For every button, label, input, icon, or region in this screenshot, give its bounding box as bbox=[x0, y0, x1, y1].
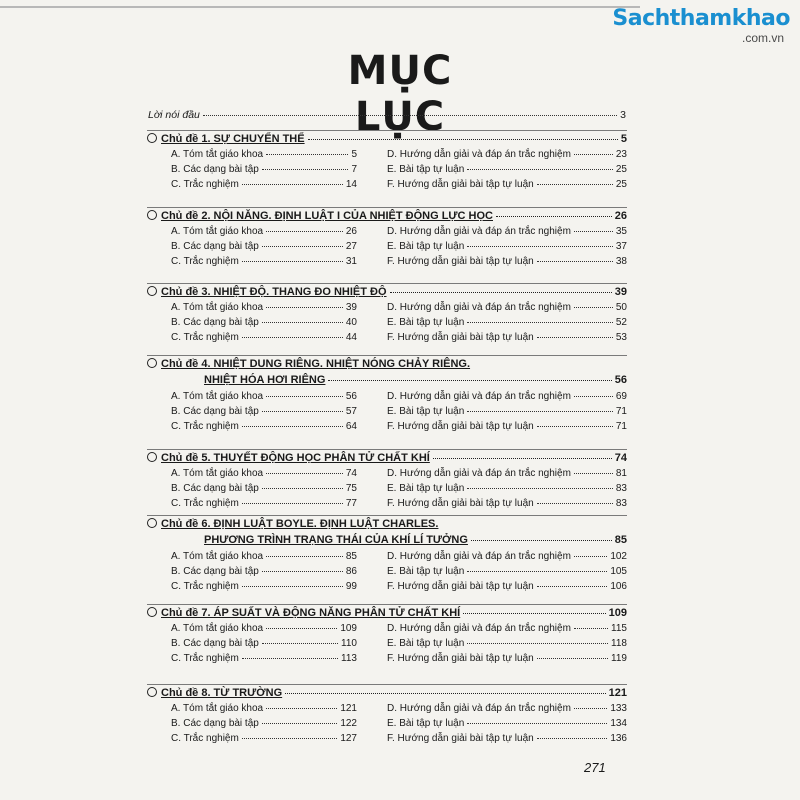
circle-bullet-icon bbox=[147, 286, 157, 296]
entry-page: 74 bbox=[345, 468, 357, 479]
chapter-heading[interactable] bbox=[147, 515, 627, 534]
entry-page: 35 bbox=[615, 226, 627, 237]
toc-entry[interactable] bbox=[147, 256, 357, 267]
chapter-page: 26 bbox=[614, 210, 627, 222]
toc-entry[interactable] bbox=[357, 551, 627, 562]
dot-leader bbox=[262, 488, 343, 489]
dot-leader bbox=[537, 586, 608, 587]
chapter-8 bbox=[147, 684, 627, 748]
toc-row bbox=[147, 241, 627, 256]
chapter-title: Chủ đề 1. SỰ CHUYỂN THỂ bbox=[161, 133, 305, 145]
entry-label: D. Hướng dẫn giải và đáp án trắc nghiệm bbox=[387, 623, 571, 634]
entry-label: C. Trắc nghiệm bbox=[171, 332, 239, 343]
entry-page: 25 bbox=[615, 164, 627, 175]
dot-leader bbox=[537, 658, 608, 659]
dot-leader bbox=[574, 396, 613, 397]
entry-page: 102 bbox=[610, 551, 627, 562]
chapter-heading[interactable] bbox=[147, 283, 627, 302]
chapter-items bbox=[147, 391, 627, 436]
dot-leader bbox=[537, 261, 613, 262]
entry-label: D. Hướng dẫn giải và đáp án trắc nghiệm bbox=[387, 391, 571, 402]
toc-row bbox=[147, 581, 627, 596]
toc-entry[interactable] bbox=[357, 718, 627, 729]
toc-row bbox=[147, 623, 627, 638]
chapter-items bbox=[147, 703, 627, 748]
chapter-divider bbox=[147, 684, 627, 685]
toc-row bbox=[147, 638, 627, 653]
dot-leader bbox=[467, 488, 613, 489]
toc-entry[interactable] bbox=[357, 468, 627, 479]
entry-page: 39 bbox=[345, 302, 357, 313]
entry-page: 81 bbox=[615, 468, 627, 479]
dot-leader bbox=[467, 322, 613, 323]
dot-leader bbox=[203, 115, 617, 116]
dot-leader bbox=[266, 231, 343, 232]
entry-label: E. Bài tập tự luận bbox=[387, 638, 465, 649]
toc-entry[interactable] bbox=[147, 332, 357, 343]
toc-row bbox=[147, 406, 627, 421]
chapter-heading-line2[interactable] bbox=[147, 534, 627, 551]
dot-leader bbox=[242, 337, 343, 338]
chapter-items bbox=[147, 149, 627, 194]
toc-entry[interactable] bbox=[147, 623, 357, 634]
toc-entry[interactable] bbox=[147, 468, 357, 479]
dot-leader bbox=[266, 307, 343, 308]
toc-entry[interactable] bbox=[147, 164, 357, 175]
entry-page: 64 bbox=[345, 421, 357, 432]
entry-page: 133 bbox=[610, 703, 627, 714]
toc-entry[interactable] bbox=[357, 149, 627, 160]
entry-page: 31 bbox=[345, 256, 357, 267]
entry-page: 25 bbox=[615, 179, 627, 190]
chapter-title-line2: PHƯƠNG TRÌNH TRẠNG THÁI CỦA KHÍ LÍ TƯỞNG bbox=[204, 534, 468, 546]
chapter-items bbox=[147, 302, 627, 347]
toc-entry[interactable] bbox=[147, 653, 357, 664]
chapter-title: Chủ đề 8. TỪ TRƯỜNG bbox=[161, 687, 283, 699]
entry-label: C. Trắc nghiệm bbox=[171, 179, 239, 190]
entry-label: A. Tóm tắt giáo khoa bbox=[171, 149, 264, 160]
entry-page: 50 bbox=[615, 302, 627, 313]
entry-page: 99 bbox=[345, 581, 357, 592]
entry-label: E. Bài tập tự luận bbox=[387, 483, 465, 494]
dot-leader bbox=[266, 473, 343, 474]
entry-label: C. Trắc nghiệm bbox=[171, 421, 239, 432]
chapter-heading[interactable] bbox=[147, 207, 627, 226]
toc-entry[interactable] bbox=[357, 421, 627, 432]
chapter-page: 56 bbox=[614, 374, 627, 386]
toc-entry[interactable] bbox=[147, 551, 357, 562]
toc-row bbox=[147, 226, 627, 241]
dot-leader bbox=[574, 231, 613, 232]
entry-page: 127 bbox=[340, 733, 357, 744]
chapter-page: 5 bbox=[620, 133, 627, 145]
toc-entry[interactable] bbox=[357, 241, 627, 252]
intro-entry bbox=[148, 109, 626, 121]
top-rule bbox=[0, 6, 640, 8]
dot-leader bbox=[242, 586, 343, 587]
entry-page: 52 bbox=[615, 317, 627, 328]
dot-leader bbox=[467, 411, 613, 412]
chapter-divider bbox=[147, 355, 627, 356]
toc-entry[interactable] bbox=[357, 483, 627, 494]
toc-row bbox=[147, 302, 627, 317]
chapter-heading[interactable] bbox=[147, 449, 627, 468]
chapter-4 bbox=[147, 355, 627, 436]
toc-entry[interactable] bbox=[357, 581, 627, 592]
chapter-page: 39 bbox=[614, 286, 627, 298]
dot-leader bbox=[537, 503, 613, 504]
dot-leader bbox=[496, 216, 612, 217]
toc-entry[interactable] bbox=[357, 317, 627, 328]
toc-entry[interactable] bbox=[147, 406, 357, 417]
chapter-title: Chủ đề 6. ĐỊNH LUẬT BOYLE. ĐỊNH LUẬT CHARLES. bbox=[161, 518, 439, 530]
entry-page: 75 bbox=[345, 483, 357, 494]
entry-label: B. Các dạng bài tập bbox=[171, 638, 259, 649]
entry-label: A. Tóm tắt giáo khoa bbox=[171, 623, 264, 634]
dot-leader bbox=[262, 411, 343, 412]
entry-page: 56 bbox=[345, 391, 357, 402]
entry-label: D. Hướng dẫn giải và đáp án trắc nghiệm bbox=[387, 226, 571, 237]
page-title: MỤC LỤC bbox=[347, 48, 453, 140]
entry-page: 57 bbox=[345, 406, 357, 417]
entry-label: C. Trắc nghiệm bbox=[171, 256, 239, 267]
toc-entry[interactable] bbox=[357, 623, 627, 634]
toc-row bbox=[147, 733, 627, 748]
entry-label: C. Trắc nghiệm bbox=[171, 498, 239, 509]
dot-leader bbox=[537, 738, 608, 739]
entry-page: 77 bbox=[345, 498, 357, 509]
toc-row bbox=[147, 164, 627, 179]
toc-entry[interactable] bbox=[357, 302, 627, 313]
dot-leader bbox=[266, 708, 337, 709]
entry-label: F. Hướng dẫn giải bài tập tự luận bbox=[387, 653, 534, 664]
dot-leader bbox=[262, 322, 343, 323]
entry-page: 5 bbox=[351, 149, 357, 160]
toc-row bbox=[147, 703, 627, 718]
toc-entry[interactable] bbox=[357, 638, 627, 649]
dot-leader bbox=[574, 307, 613, 308]
toc-entry[interactable] bbox=[357, 406, 627, 417]
toc-entry[interactable] bbox=[357, 498, 627, 509]
dot-leader bbox=[266, 396, 343, 397]
chapter-6 bbox=[147, 515, 627, 596]
dot-leader bbox=[328, 380, 611, 381]
dot-leader bbox=[242, 503, 343, 504]
entry-label: A. Tóm tắt giáo khoa bbox=[171, 551, 264, 562]
chapter-divider bbox=[147, 449, 627, 450]
entry-page: 85 bbox=[345, 551, 357, 562]
entry-label: E. Bài tập tự luận bbox=[387, 317, 465, 328]
toc-entry[interactable] bbox=[147, 302, 357, 313]
toc-row bbox=[147, 653, 627, 668]
entry-label: D. Hướng dẫn giải và đáp án trắc nghiệm bbox=[387, 468, 571, 479]
entry-label: F. Hướng dẫn giải bài tập tự luận bbox=[387, 179, 534, 190]
entry-page: 134 bbox=[610, 718, 627, 729]
chapter-3 bbox=[147, 283, 627, 347]
entry-page: 110 bbox=[341, 638, 357, 649]
entry-page: 40 bbox=[345, 317, 357, 328]
entry-page: 106 bbox=[610, 581, 627, 592]
chapter-divider bbox=[147, 604, 627, 605]
toc-entry[interactable] bbox=[147, 498, 357, 509]
toc-entry[interactable] bbox=[147, 241, 357, 252]
toc-entry[interactable] bbox=[147, 421, 357, 432]
toc-row bbox=[147, 256, 627, 271]
toc-row bbox=[147, 468, 627, 483]
entry-label: E. Bài tập tự luận bbox=[387, 566, 465, 577]
dot-leader bbox=[537, 337, 613, 338]
toc-entry[interactable] bbox=[147, 566, 357, 577]
entry-page: 23 bbox=[615, 149, 627, 160]
circle-bullet-icon bbox=[147, 358, 157, 368]
toc-entry[interactable] bbox=[357, 226, 627, 237]
dot-leader bbox=[262, 723, 337, 724]
entry-label: D. Hướng dẫn giải và đáp án trắc nghiệm bbox=[387, 302, 571, 313]
entry-page: 71 bbox=[615, 406, 627, 417]
chapter-heading[interactable] bbox=[147, 684, 627, 703]
chapter-divider bbox=[147, 515, 627, 516]
toc-entry[interactable] bbox=[357, 653, 627, 664]
entry-page: 44 bbox=[345, 332, 357, 343]
entry-page: 69 bbox=[615, 391, 627, 402]
toc-entry[interactable] bbox=[147, 483, 357, 494]
page-number: 271 bbox=[584, 760, 606, 775]
entry-page: 83 bbox=[615, 498, 627, 509]
toc-row bbox=[147, 179, 627, 194]
entry-page: 83 bbox=[615, 483, 627, 494]
chapter-items bbox=[147, 226, 627, 271]
chapter-items bbox=[147, 468, 627, 513]
chapter-heading[interactable] bbox=[147, 355, 627, 374]
dot-leader bbox=[262, 643, 338, 644]
entry-label: D. Hướng dẫn giải và đáp án trắc nghiệm bbox=[387, 703, 571, 714]
chapter-items bbox=[147, 623, 627, 668]
watermark-brand: Sachthamkhao bbox=[612, 6, 790, 31]
toc-row bbox=[147, 718, 627, 733]
intro-label: Lời nói đầu bbox=[148, 109, 200, 121]
dot-leader bbox=[262, 246, 343, 247]
circle-bullet-icon bbox=[147, 133, 157, 143]
dot-leader bbox=[467, 571, 607, 572]
dot-leader bbox=[574, 628, 608, 629]
circle-bullet-icon bbox=[147, 518, 157, 528]
entry-label: B. Các dạng bài tập bbox=[171, 241, 259, 252]
chapter-divider bbox=[147, 130, 627, 131]
chapter-7 bbox=[147, 604, 627, 668]
entry-label: E. Bài tập tự luận bbox=[387, 164, 465, 175]
chapter-2 bbox=[147, 207, 627, 271]
toc-entry[interactable] bbox=[357, 391, 627, 402]
toc-entry[interactable] bbox=[357, 256, 627, 267]
chapter-page: 74 bbox=[614, 452, 627, 464]
toc-entry[interactable] bbox=[147, 718, 357, 729]
chapter-heading[interactable] bbox=[147, 130, 627, 149]
watermark-domain: .com.vn bbox=[741, 31, 784, 45]
chapter-page: 109 bbox=[608, 607, 627, 619]
dot-leader bbox=[242, 261, 343, 262]
entry-page: 121 bbox=[340, 703, 357, 714]
circle-bullet-icon bbox=[147, 210, 157, 220]
dot-leader bbox=[266, 154, 348, 155]
entry-page: 105 bbox=[610, 566, 627, 577]
entry-label: E. Bài tập tự luận bbox=[387, 718, 465, 729]
toc-entry[interactable] bbox=[357, 566, 627, 577]
chapter-title: Chủ đề 3. NHIỆT ĐỘ. THANG ĐO NHIỆT ĐỘ bbox=[161, 286, 387, 298]
toc-entry[interactable] bbox=[147, 703, 357, 714]
dot-leader bbox=[242, 184, 343, 185]
toc-row bbox=[147, 483, 627, 498]
intro-page: 3 bbox=[620, 109, 626, 121]
entry-page: 37 bbox=[615, 241, 627, 252]
chapter-page: 121 bbox=[608, 687, 627, 699]
dot-leader bbox=[574, 556, 607, 557]
entry-label: A. Tóm tắt giáo khoa bbox=[171, 468, 264, 479]
toc-entry[interactable] bbox=[357, 733, 627, 744]
toc-entry[interactable] bbox=[147, 581, 357, 592]
toc-row bbox=[147, 498, 627, 513]
dot-leader bbox=[574, 473, 613, 474]
entry-page: 27 bbox=[345, 241, 357, 252]
chapter-heading-line2[interactable] bbox=[147, 374, 627, 391]
chapter-page: 85 bbox=[614, 534, 627, 546]
chapter-divider bbox=[147, 207, 627, 208]
toc-row bbox=[147, 391, 627, 406]
entry-page: 26 bbox=[345, 226, 357, 237]
chapter-title: Chủ đề 5. THUYẾT ĐỘNG HỌC PHÂN TỬ CHẤT KHÍ bbox=[161, 452, 430, 464]
toc-entry[interactable] bbox=[147, 391, 357, 402]
entry-page: 136 bbox=[610, 733, 627, 744]
dot-leader bbox=[574, 154, 613, 155]
dot-leader bbox=[467, 169, 613, 170]
circle-bullet-icon bbox=[147, 452, 157, 462]
entry-label: F. Hướng dẫn giải bài tập tự luận bbox=[387, 332, 534, 343]
dot-leader bbox=[467, 246, 613, 247]
dot-leader bbox=[308, 139, 618, 140]
toc-entry[interactable] bbox=[357, 703, 627, 714]
chapter-title: Chủ đề 4. NHIỆT DUNG RIÊNG. NHIỆT NÓNG CHẢY RIÊNG. bbox=[161, 358, 471, 370]
toc-row bbox=[147, 566, 627, 581]
entry-label: D. Hướng dẫn giải và đáp án trắc nghiệm bbox=[387, 149, 571, 160]
dot-leader bbox=[242, 658, 338, 659]
entry-label: A. Tóm tắt giáo khoa bbox=[171, 302, 264, 313]
entry-page: 53 bbox=[615, 332, 627, 343]
entry-label: B. Các dạng bài tập bbox=[171, 317, 259, 328]
entry-page: 119 bbox=[611, 653, 627, 664]
dot-leader bbox=[467, 643, 608, 644]
entry-label: B. Các dạng bài tập bbox=[171, 483, 259, 494]
dot-leader bbox=[471, 540, 612, 541]
circle-bullet-icon bbox=[147, 687, 157, 697]
watermark bbox=[612, 8, 790, 44]
chapter-title: Chủ đề 2. NỘI NĂNG. ĐỊNH LUẬT I CỦA NHIỆT ĐỘNG LỰC HỌC bbox=[161, 210, 493, 222]
toc-entry[interactable] bbox=[357, 164, 627, 175]
entry-page: 38 bbox=[615, 256, 627, 267]
toc-entry[interactable] bbox=[147, 226, 357, 237]
dot-leader bbox=[537, 184, 613, 185]
dot-leader bbox=[262, 169, 349, 170]
toc-entry[interactable] bbox=[147, 317, 357, 328]
dot-leader bbox=[242, 738, 338, 739]
entry-label: F. Hướng dẫn giải bài tập tự luận bbox=[387, 256, 534, 267]
entry-page: 118 bbox=[611, 638, 627, 649]
entry-label: A. Tóm tắt giáo khoa bbox=[171, 703, 264, 714]
dot-leader bbox=[242, 426, 343, 427]
entry-label: E. Bài tập tự luận bbox=[387, 241, 465, 252]
toc-row bbox=[147, 551, 627, 566]
chapter-5 bbox=[147, 449, 627, 513]
entry-label: F. Hướng dẫn giải bài tập tự luận bbox=[387, 498, 534, 509]
entry-label: B. Các dạng bài tập bbox=[171, 406, 259, 417]
toc-entry[interactable] bbox=[147, 149, 357, 160]
chapter-heading[interactable] bbox=[147, 604, 627, 623]
chapter-title: Chủ đề 7. ÁP SUẤT VÀ ĐỘNG NĂNG PHÂN TỬ CHẤT KHÍ bbox=[161, 607, 461, 619]
dot-leader bbox=[262, 571, 343, 572]
dot-leader bbox=[390, 292, 612, 293]
chapter-title-line2: NHIỆT HÓA HƠI RIÊNG bbox=[204, 374, 326, 386]
dot-leader bbox=[285, 693, 606, 694]
entry-label: F. Hướng dẫn giải bài tập tự luận bbox=[387, 581, 534, 592]
entry-page: 113 bbox=[341, 653, 357, 664]
dot-leader bbox=[433, 458, 612, 459]
entry-label: D. Hướng dẫn giải và đáp án trắc nghiệm bbox=[387, 551, 571, 562]
entry-label: E. Bài tập tự luận bbox=[387, 406, 465, 417]
entry-label: B. Các dạng bài tập bbox=[171, 164, 259, 175]
chapter-divider bbox=[147, 283, 627, 284]
entry-label: A. Tóm tắt giáo khoa bbox=[171, 226, 264, 237]
toc-entry[interactable] bbox=[147, 638, 357, 649]
entry-page: 14 bbox=[345, 179, 357, 190]
circle-bullet-icon bbox=[147, 607, 157, 617]
entry-label: B. Các dạng bài tập bbox=[171, 718, 259, 729]
entry-page: 115 bbox=[611, 623, 627, 634]
chapter-items bbox=[147, 551, 627, 596]
entry-page: 122 bbox=[340, 718, 357, 729]
toc-row bbox=[147, 149, 627, 164]
toc-entry[interactable] bbox=[147, 179, 357, 190]
chapter-1 bbox=[147, 130, 627, 194]
entry-page: 7 bbox=[351, 164, 357, 175]
entry-label: A. Tóm tắt giáo khoa bbox=[171, 391, 264, 402]
entry-page: 109 bbox=[340, 623, 357, 634]
toc-row bbox=[147, 332, 627, 347]
toc-row bbox=[147, 421, 627, 436]
toc-entry[interactable] bbox=[357, 179, 627, 190]
entry-page: 71 bbox=[615, 421, 627, 432]
entry-label: C. Trắc nghiệm bbox=[171, 733, 239, 744]
entry-label: B. Các dạng bài tập bbox=[171, 566, 259, 577]
entry-label: F. Hướng dẫn giải bài tập tự luận bbox=[387, 421, 534, 432]
toc-entry[interactable] bbox=[147, 733, 357, 744]
toc-entry[interactable] bbox=[357, 332, 627, 343]
entry-page: 86 bbox=[345, 566, 357, 577]
entry-label: C. Trắc nghiệm bbox=[171, 581, 239, 592]
toc-row bbox=[147, 317, 627, 332]
dot-leader bbox=[467, 723, 607, 724]
dot-leader bbox=[266, 628, 337, 629]
dot-leader bbox=[463, 613, 605, 614]
dot-leader bbox=[574, 708, 607, 709]
entry-label: C. Trắc nghiệm bbox=[171, 653, 239, 664]
dot-leader bbox=[266, 556, 343, 557]
entry-label: F. Hướng dẫn giải bài tập tự luận bbox=[387, 733, 534, 744]
dot-leader bbox=[537, 426, 613, 427]
